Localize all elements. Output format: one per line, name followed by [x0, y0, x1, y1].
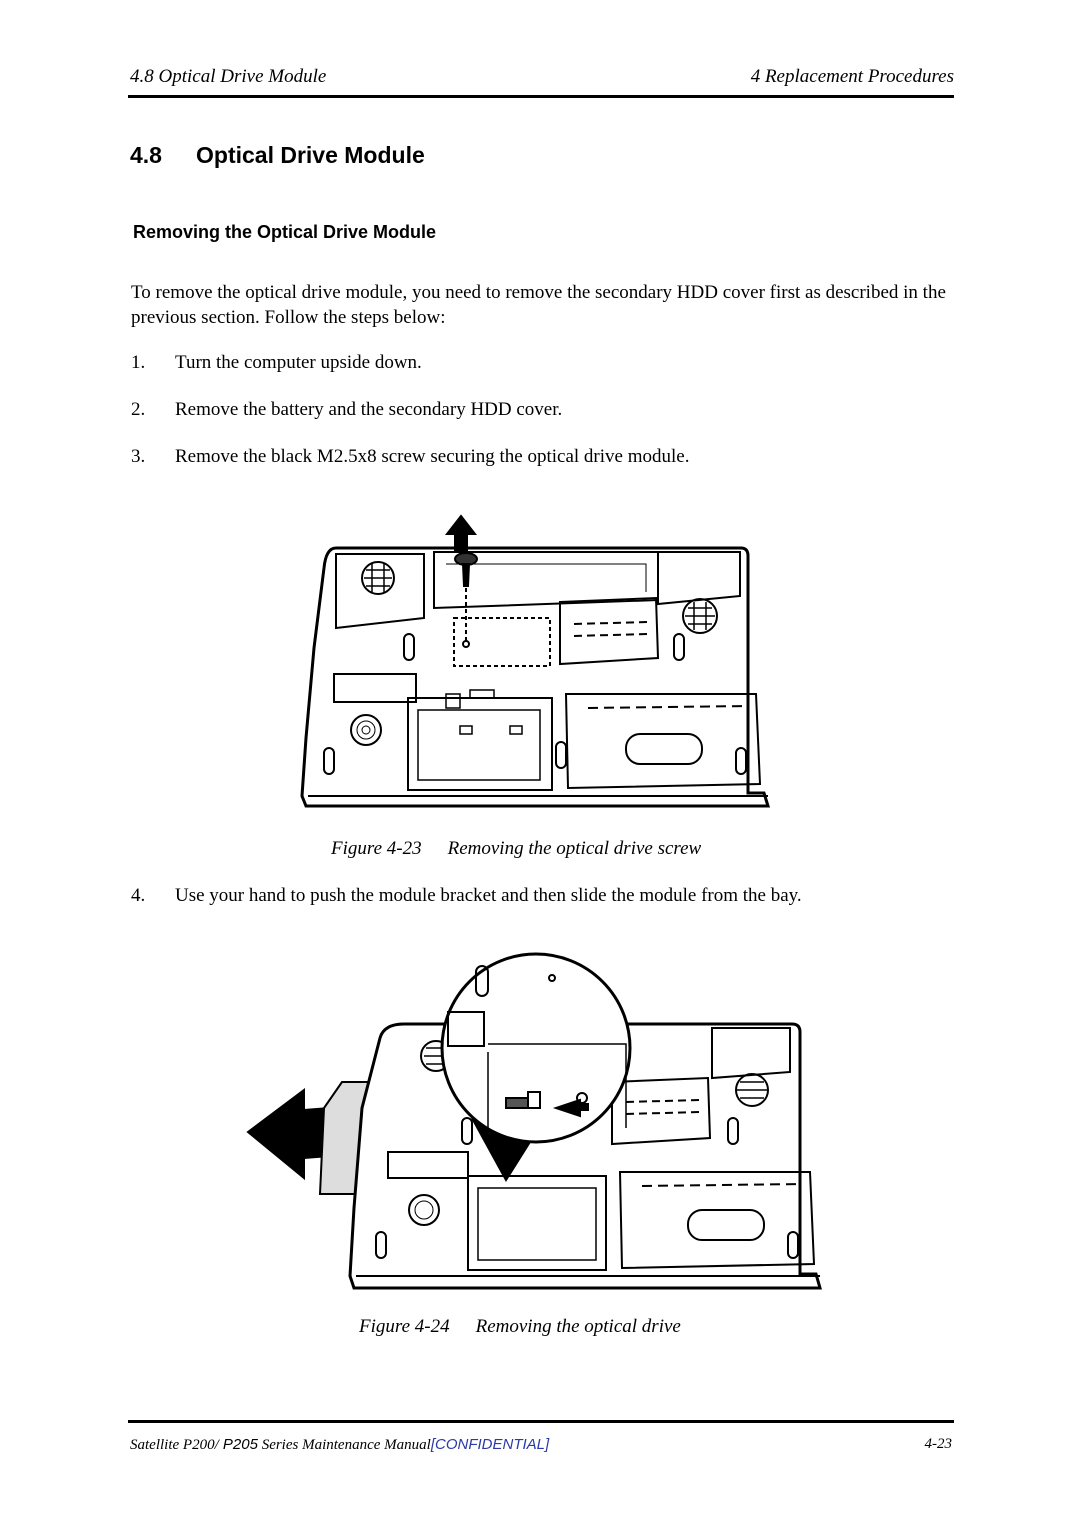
step-number: 1. [131, 352, 146, 373]
header-rule [128, 95, 954, 98]
section-title [130, 142, 425, 169]
footer-title [130, 1436, 549, 1454]
footer-title-b: P205 [218, 1436, 258, 1453]
figure-4-24-illustration [244, 948, 844, 1298]
step-number: 3. [131, 446, 146, 467]
step-4 [131, 885, 802, 907]
figure-4-23-illustration [296, 508, 786, 818]
step-2 [131, 399, 562, 421]
figure-caption-text: Removing the optical drive [475, 1316, 681, 1337]
figure-4-24-caption [359, 1316, 681, 1338]
step-1 [131, 352, 422, 374]
step-3 [131, 446, 689, 468]
confidential-mark: [CONFIDENTIAL] [430, 1436, 550, 1453]
step-number: 4. [131, 885, 146, 906]
step-text: Use your hand to push the module bracket and then slide the module from the bay. [175, 885, 802, 906]
figure-caption-text: Removing the optical drive screw [447, 838, 702, 859]
step-text: Turn the computer upside down. [175, 352, 422, 373]
intro-paragraph: To remove the optical drive module, you need to remove the secondary HDD cover first as described in the previous section. Follow the steps below: [131, 282, 946, 328]
running-header-right: 4 Replacement Procedures [750, 66, 954, 87]
page-number: 4-23 [924, 1436, 952, 1452]
section-title-text: Optical Drive Module [196, 142, 425, 168]
footer-title-c: Series Maintenance Manual [257, 1437, 431, 1453]
figure-label: Figure 4-23 [331, 838, 422, 859]
section-number: 4.8 [130, 142, 162, 168]
step-number: 2. [131, 399, 146, 420]
footer-rule [128, 1420, 954, 1423]
subheading: Removing the Optical Drive Module [133, 222, 437, 242]
footer-title-a: Satellite P200/ [130, 1437, 219, 1453]
figure-label: Figure 4-24 [359, 1316, 450, 1337]
step-text: Remove the black M2.5x8 screw securing the optical drive module. [175, 446, 690, 467]
running-header-left: 4.8 Optical Drive Module [130, 66, 327, 87]
step-text: Remove the battery and the secondary HDD cover. [175, 399, 563, 420]
figure-4-23-caption [331, 838, 701, 860]
